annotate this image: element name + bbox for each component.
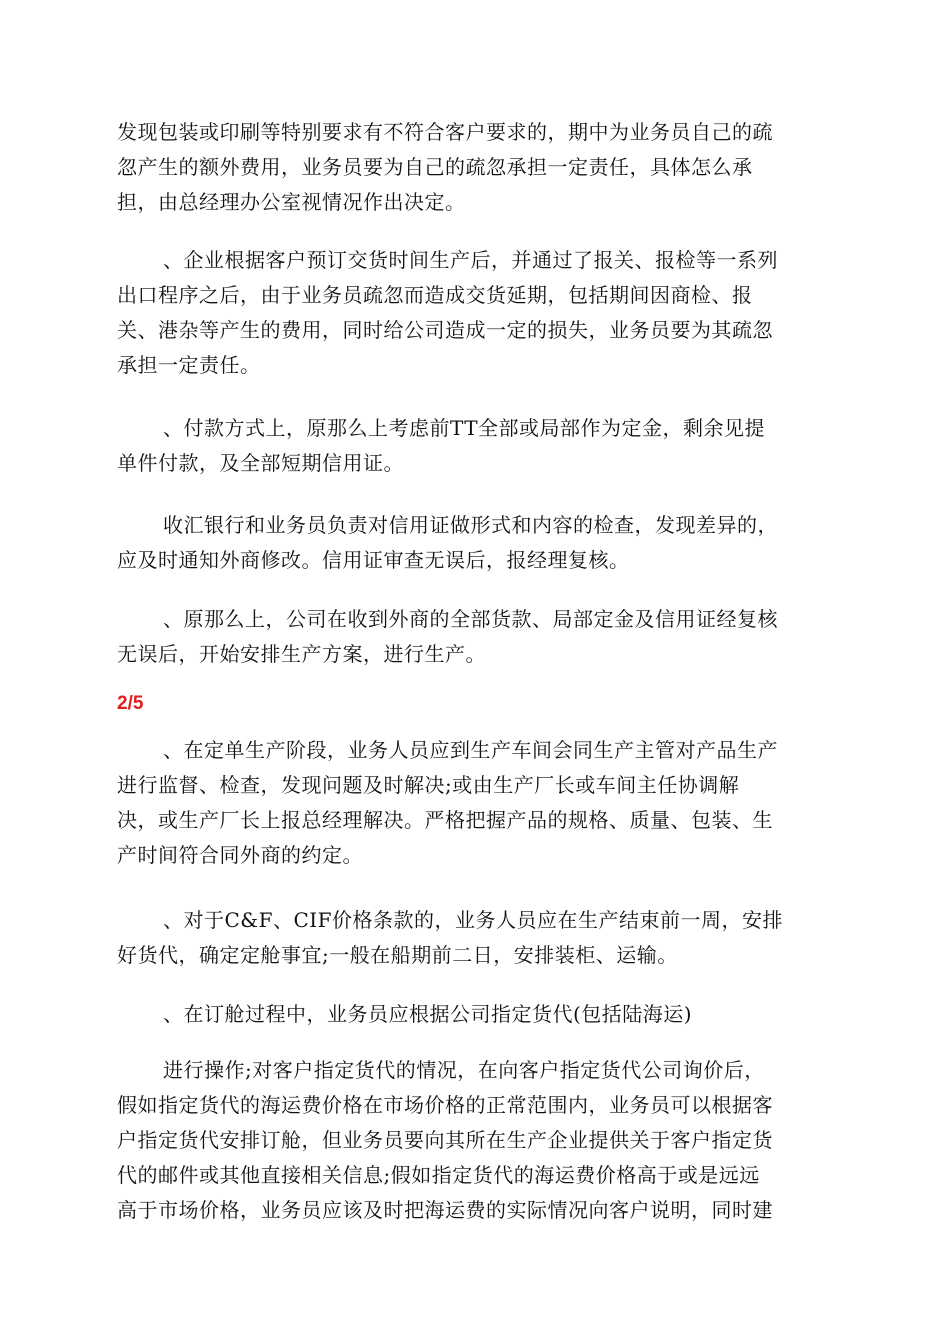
paragraph-lc-check bbox=[117, 508, 833, 578]
text-line: 承担一定责任。 bbox=[117, 353, 261, 377]
paragraph-freight-arrangement bbox=[117, 903, 833, 973]
text-line: 、在订舱过程中，业务员应根据公司指定货代(包括陆海运) bbox=[163, 1002, 693, 1026]
paragraph-designated-forwarder bbox=[117, 1053, 833, 1228]
text-line: 收汇银行和业务员负责对信用证做形式和内容的检查，发现差异的， bbox=[163, 513, 778, 537]
text-line: 产时间符合同外商的约定。 bbox=[117, 843, 363, 867]
paragraph-payment-terms bbox=[117, 411, 833, 481]
text-line: 、原那么上，公司在收到外商的全部货款、局部定金及信用证经复核 bbox=[163, 607, 778, 631]
text-line: 好货代，确定定舱事宜;一般在船期前二日，安排装柜、运输。 bbox=[117, 943, 678, 967]
text-line: 代的邮件或其他直接相关信息;假如指定货代的海运费价格高于或是远远 bbox=[117, 1163, 760, 1187]
text-line: 无误后，开始安排生产方案，进行生产。 bbox=[117, 642, 486, 666]
page-number: 2/5 bbox=[117, 693, 144, 714]
text-line: 忽产生的额外费用，业务员要为自己的疏忽承担一定责任，具体怎么承 bbox=[117, 155, 753, 179]
paragraph-production-start bbox=[117, 602, 833, 672]
paragraph-production-supervision bbox=[117, 733, 833, 873]
text-line: 进行操作;对客户指定货代的情况，在向客户指定货代公司询价后， bbox=[163, 1058, 765, 1082]
text-line: 高于市场价格，业务员应该及时把海运费的实际情况向客户说明，同时建 bbox=[117, 1198, 773, 1222]
text-line: 单件付款，及全部短期信用证。 bbox=[117, 451, 404, 475]
paragraph-packaging-responsibility bbox=[117, 115, 833, 220]
text-line: 假如指定货代的海运费价格在市场价格的正常范围内，业务员可以根据客 bbox=[117, 1093, 773, 1117]
text-line: 关、港杂等产生的费用，同时给公司造成一定的损失，业务员要为其疏忽 bbox=[117, 318, 773, 342]
paragraph-booking-process bbox=[117, 997, 833, 1032]
text-line: 、企业根据客户预订交货时间生产后，并通过了报关、报检等一系列 bbox=[163, 248, 778, 272]
text-line: 应及时通知外商修改。信用证审查无误后，报经理复核。 bbox=[117, 548, 630, 572]
paragraph-delivery-delay bbox=[117, 243, 833, 383]
text-line: 发现包装或印刷等特别要求有不符合客户要求的，期中为业务员自己的疏 bbox=[117, 120, 773, 144]
text-line: 决，或生产厂长上报总经理解决。严格把握产品的规格、质量、包装、生 bbox=[117, 808, 773, 832]
text-line: 、在定单生产阶段，业务人员应到生产车间会同生产主管对产品生产 bbox=[163, 738, 778, 762]
text-line: 担，由总经理办公室视情况作出决定。 bbox=[117, 190, 466, 214]
text-line: 出口程序之后，由于业务员疏忽而造成交货延期，包括期间因商检、报 bbox=[117, 283, 753, 307]
text-line: 、付款方式上，原那么上考虑前TT全部或局部作为定金，剩余见提 bbox=[163, 416, 766, 440]
text-line: 户指定货代安排订舱，但业务员要向其所在生产企业提供关于客户指定货 bbox=[117, 1128, 773, 1152]
text-line: 、对于C&F、CIF价格条款的，业务人员应在生产结束前一周，安排 bbox=[163, 908, 784, 932]
text-line: 进行监督、检查，发现问题及时解决;或由生产厂长或车间主任协调解 bbox=[117, 773, 740, 797]
